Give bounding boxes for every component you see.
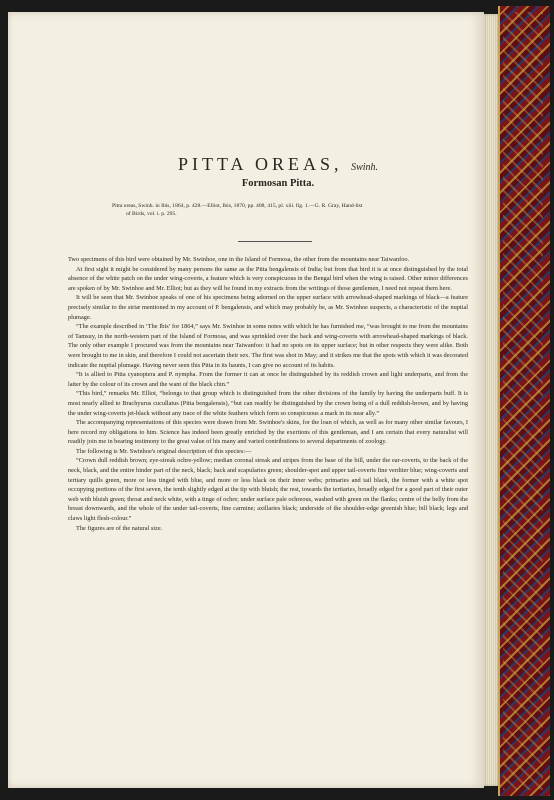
page-edges <box>484 14 498 786</box>
paragraph: “It is allied to Pitta cyanoptera and P. nympha. From the former it can at once be distinguished by its reddish crown and light underparts, and from the latter by the colour of its crown and the want of the black chin.” <box>68 371 468 388</box>
paragraph: “Crown dull reddish brown; eye-streak ochre-yellow; median coronal streak and stripes from the base of the bill, under the ear-coverts, to the back of the neck, black, and the entire hinder part of the neck, black; back and scapularies green; shoulder-spot and upper tail-coverts fine verditer blue; wing-coverts and tertiary quills green, more or less tinged with blue, and more or less black on their inner webs; primaries and tail black, the former with a white spot occupying portions of the first seven, the tenth slightly edged at the tip with bluish; the rest, towards the tertiaries, broadly edged for a good part of their outer web with bluish green; throat and neck white, with a tinge of ochre; under surface pale ochreous, washed with green on the flanks; centre of the belly from the breast downwards, and the whole of the under tail-coverts, fine carmine; axillaries black; underside of the shoulder-edge greenish blue; bill black; legs and claws light flesh-colour.” <box>68 457 468 523</box>
paragraph: “This bird,” remarks Mr. Elliot, “belongs to that group which is distinguished from the other divisions of the family by having the underparts buff. It is most nearly allied to Brachyurus cucullatus (Pitta bengalensis), “but can readily be distinguished by the crown being of a dull reddish-brown, and by having the under wing-coverts jet-black without any trace of the white feathers which form so conspicuous a mark in its near ally.” <box>68 390 468 417</box>
synonymy-references <box>112 202 472 218</box>
paragraph: The accompanying representations of this species were drawn from Mr. Swinhoe's skins, for the loan of which, as well as for many other similar favours, I here record my obligations to him. Science has indeed been greatly enriched by the exertions of this gentleman, and I am certain that every naturalist will readily join me in bearing testimony to the great value of his many and varied contributions to several departments of zoology. <box>68 419 468 446</box>
divider-rule <box>238 241 312 242</box>
cover-pattern <box>503 12 543 790</box>
paragraph: The following is Mr. Swinhoe's original description of this species:— <box>76 447 252 455</box>
page <box>8 12 484 788</box>
paragraph: It will be seen that Mr. Swinhoe speaks of one of his specimens being adorned on the upper surface with arrowhead-shaped markings of black—a feature precisely similar to the striæ mentioned in my account of P. bengalensis, and which may probably be, as Mr. Swinhoe suspects, a characteristic of the nuptial plumage. <box>68 294 468 321</box>
paragraph: At first sight it might be considered by many persons the same as the Pitta bengalensis of India; but from that bird it is at once distinguished by the total absence of the white patch on the under wing-coverts, a feature which is very conspicuous in the Bengal bird when the wing is raised. Other minor differences are spoken of by Mr. Swinhoe and Mr. Elliot; but as they will be found in my extracts from the writings of those gentlemen, I need not repeat them here. <box>68 265 468 292</box>
body-text <box>68 255 468 533</box>
paragraph: The figures are of the natural size. <box>76 524 163 532</box>
paragraph: Two specimens of this bird were obtained by Mr. Swinhoe, one in the Island of Formosa, the other from the mountains near Taiwanfoo. <box>68 256 410 263</box>
title-species: PITTA OREAS, <box>177 154 343 174</box>
title-author: Swinh. <box>351 162 379 173</box>
page-title <box>68 154 488 175</box>
common-name: Formosan Pitta. <box>241 178 315 189</box>
paragraph: “The example described in ‘The Ibis’ for 1864,” says Mr. Swinhoe in some notes with which he has furnished me, “was brought to me from the mountains of Tamsuy, in the north-western part of the Island of Formosa, and was sprinkled over the back and wing-coverts with arrowhead-shaped markings of black. The only other example I procured was from the mountains near Taiwanfoo: it had no spots on its upper surface; but in other respects they were alike. Both were brought to me in skin, and therefore I could not ascertain their sex. The first was shot in May; and it strikes me that the spots with which it was decorated indicate the nuptial plumage. Having never seen this Pitta in its haunts, I can give no account of its habits. <box>68 323 468 369</box>
references-line-2: of Birds, vol. i. p. 295. <box>126 211 177 217</box>
references-line-1: Pitta oreas, Swinh. in Ibis, 1864, p. 428.—Elliot, Ibis, 1870, pp. 408, 415, pl. xiii. fig. 1.—G. R. Gray, Hand-list <box>112 203 363 209</box>
